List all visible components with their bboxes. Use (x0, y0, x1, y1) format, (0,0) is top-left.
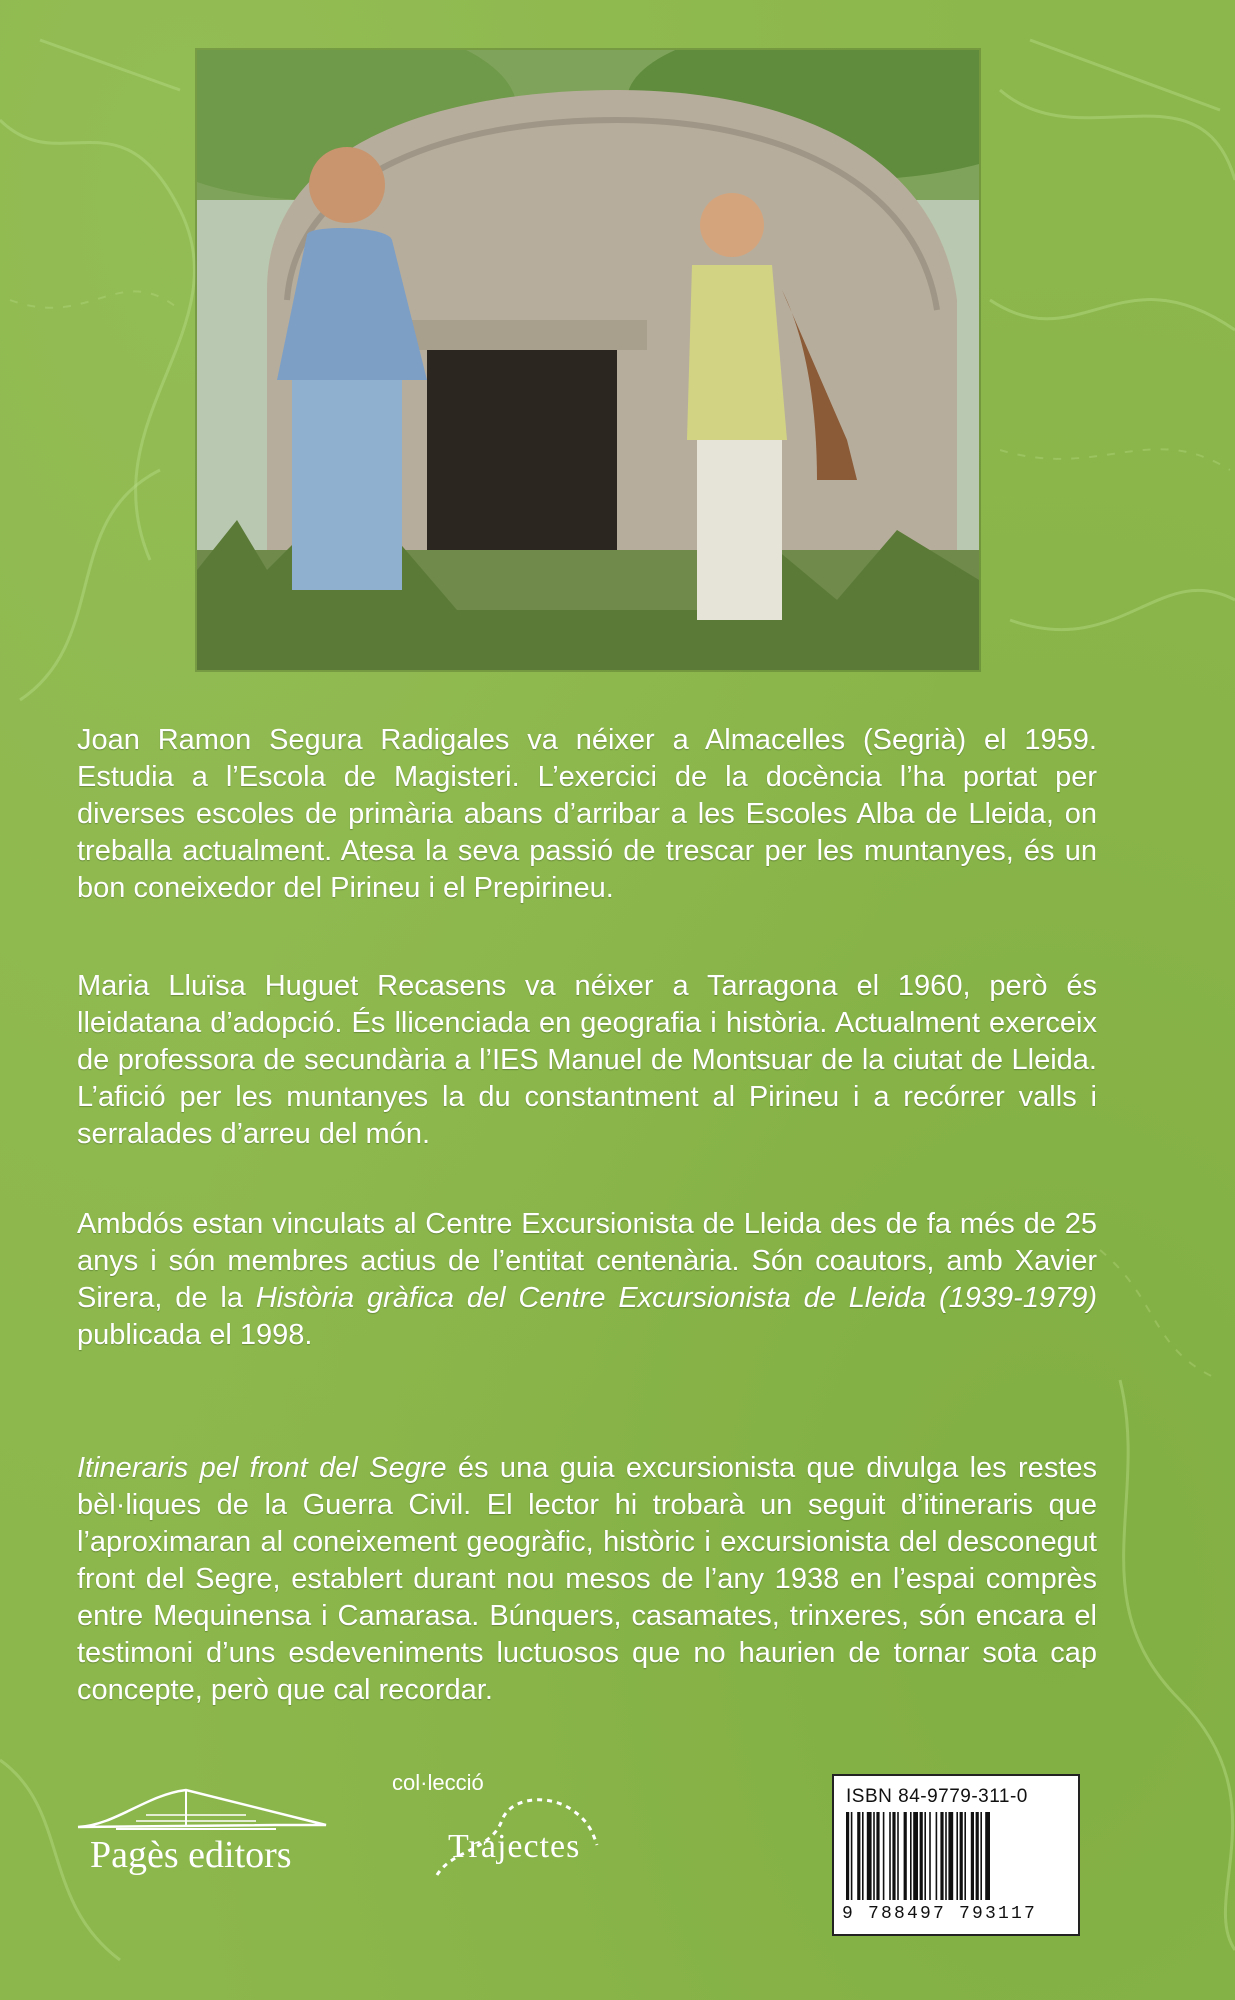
collection-name: Trajectes (448, 1828, 581, 1865)
barcode-bar (892, 1812, 895, 1900)
author-photo (197, 50, 979, 670)
barcode-bar (862, 1812, 864, 1900)
publisher-logo (76, 1785, 346, 1885)
collection-logo (392, 1770, 692, 1885)
barcode-bar (904, 1812, 907, 1900)
joint-bio-text-end: publicada el 1998. (77, 1319, 313, 1351)
book-description-text: és una guia excursionista que divulga les restes bèl·liques de la Guerra Civil. El lector hi trobarà un seguit d’itineraris que l’aproximaran al coneixement geogràfic, històric i excursionista del desconegut front del Segre, establert durant nou mesos de l’any 1938 en l’espai comprès entre Mequinensa i Camarasa. Búnquers, casamates, trinxeres, són encara el testimoni d’uns esdeveniments luctuosos que no haurien de tornar sota cap concepte, però que cal recordar. (77, 1452, 1097, 1706)
barcode-bar (876, 1812, 879, 1900)
joint-bio-text-start: Ambdós estan vinculats al Centre Excursionista de Lleida des de fa més de 25 anys i són membres actius de l’entitat centenària. Són coautors, amb Xavier Sirera, de la (77, 1208, 1097, 1314)
ean-number: 9 788497 793117 (842, 1904, 1038, 1924)
author-bio-joan-ramon: Joan Ramon Segura Radigales va néixer a Almacelles (Segrià) el 1959. Estudia a l’Escola de Magisteri. L’exercici de la docència l’ha portat per diverses escoles de primària abans d’arribar a les Escoles Alba de Lleida, on treballa actualment. Atesa la seva passió de trescar per les muntanyes, és un bon coneixedor del Pirineu i el Prepirineu. (77, 724, 1097, 904)
barcode-bar (964, 1812, 966, 1900)
barcode-bar (873, 1812, 875, 1900)
barcode-bar (920, 1812, 923, 1900)
book-title-historia-grafica: Història gràfica del Centre Excursionista de Lleida (1939-1979) (255, 1282, 1097, 1314)
book-roof-icon (76, 1785, 346, 1835)
barcode-bar (924, 1812, 926, 1900)
barcode-bar (985, 1812, 990, 1900)
barcode-bar (940, 1812, 943, 1900)
barcode-bar (889, 1812, 891, 1900)
barcode-bar (929, 1812, 931, 1900)
barcode-bar (956, 1812, 958, 1900)
barcode-bar (910, 1812, 912, 1900)
barcode-bar (846, 1812, 849, 1900)
barcode-bar (913, 1812, 918, 1900)
publisher-name: Pagès editors (90, 1834, 292, 1876)
authors-joint-bio (77, 1206, 1097, 1354)
collection-label: col·lecció (392, 1770, 484, 1795)
barcode-bar (936, 1812, 938, 1900)
barcode-bar (897, 1812, 899, 1900)
barcode-bars (846, 1812, 1066, 1900)
author-bio-maria-lluisa: Maria Lluïsa Huguet Recasens va néixer a Tarragona el 1960, però és lleidatana d’adopció. És llicenciada en geografia i història. Actualment exerceix de professora de secundària a l’IES Manuel de Montsuar de la ciutat de Lleida. L’afició per les muntanyes la du constantment al Pirineu i a recórrer valls i serralades d’arreu del món. (77, 970, 1097, 1150)
isbn-number: ISBN 84-9779-311-0 (846, 1786, 1028, 1807)
barcode-bar (883, 1812, 885, 1900)
barcode-bar (971, 1812, 974, 1900)
barcode-bar (945, 1812, 947, 1900)
barcode-bar (948, 1812, 953, 1900)
barcode-bar (857, 1812, 860, 1900)
barcode-bar (976, 1812, 979, 1900)
book-description (77, 1450, 1097, 1709)
isbn-barcode (832, 1774, 1080, 1936)
barcode-bar (960, 1812, 963, 1900)
book-title-itineraris: Itineraris pel front del Segre (77, 1452, 447, 1484)
barcode-bar (980, 1812, 982, 1900)
barcode-bar (867, 1812, 872, 1900)
barcode-bar (851, 1812, 853, 1900)
